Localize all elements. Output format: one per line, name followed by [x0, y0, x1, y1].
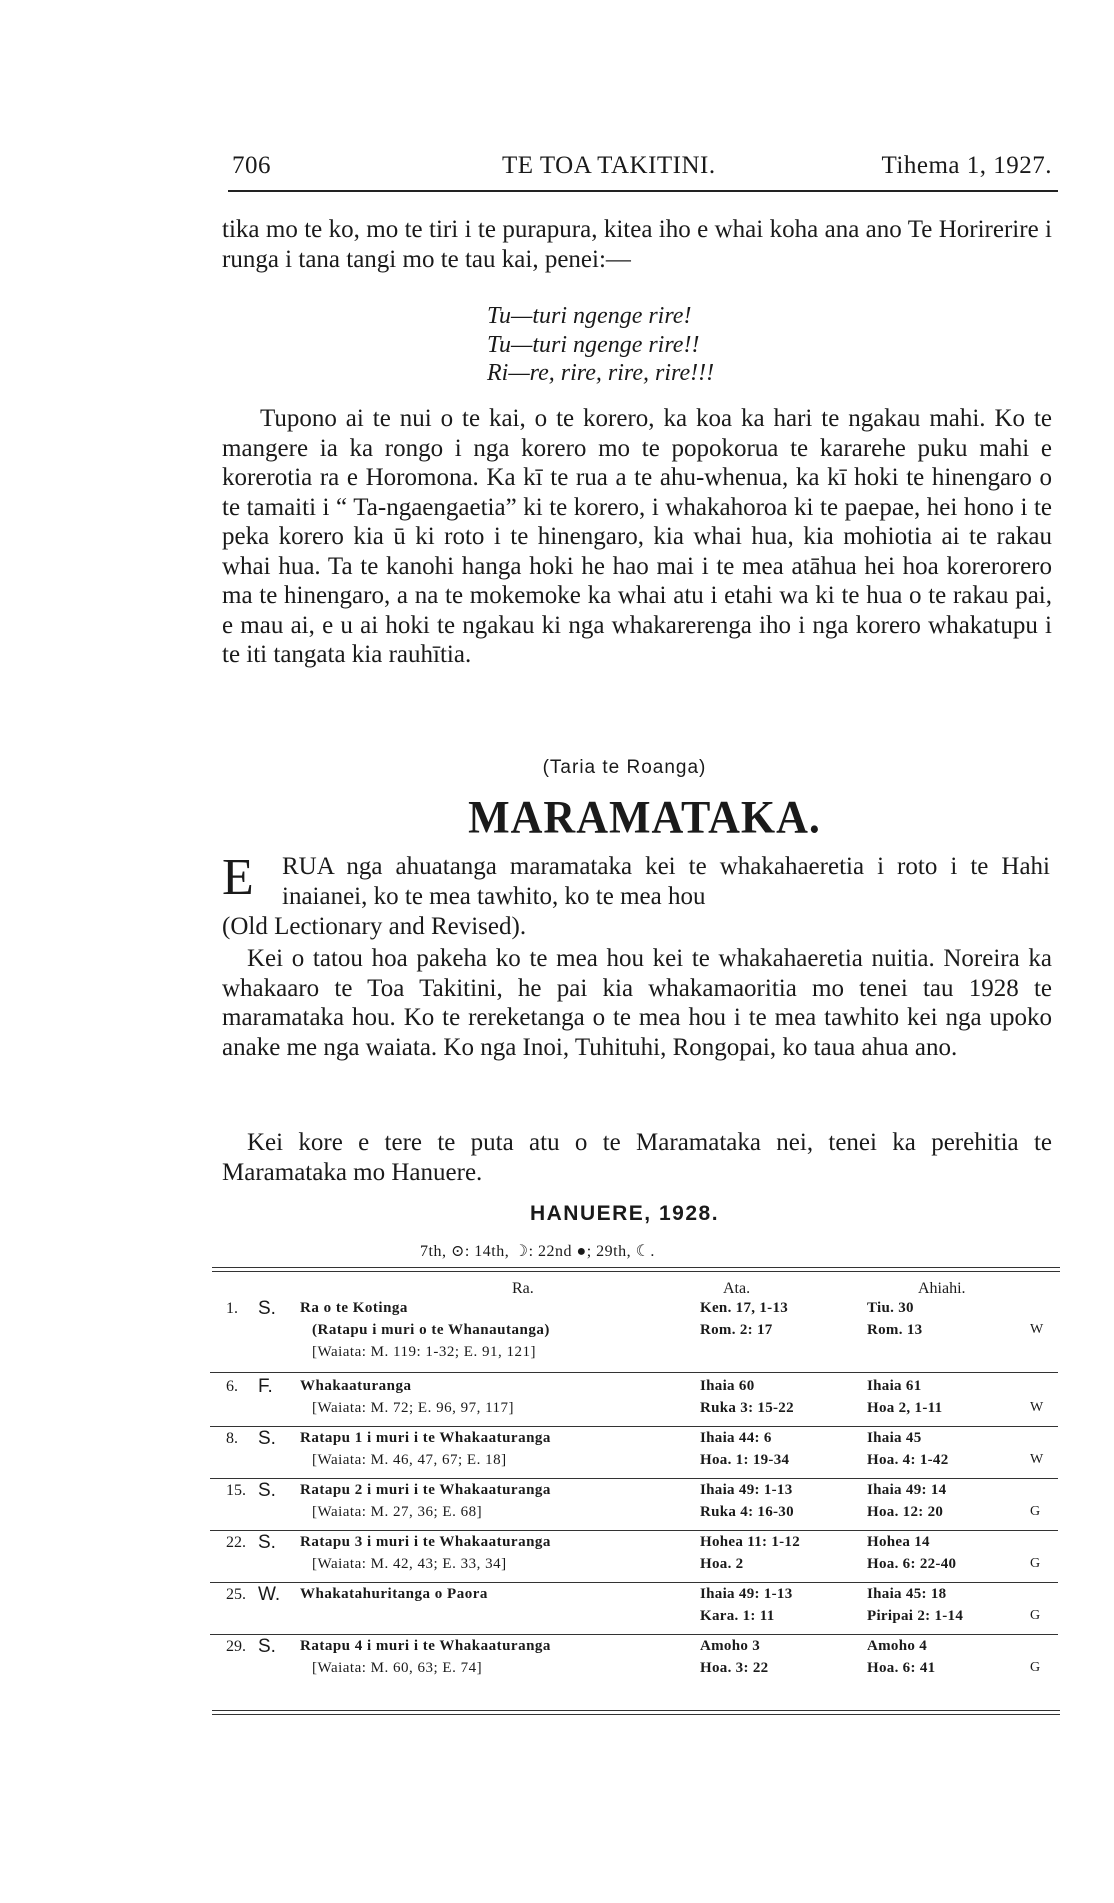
row-morning-2: Ruka 4: 16-30	[700, 1504, 794, 1520]
row-morning-1: Amoho 3	[700, 1638, 761, 1654]
row-rule	[210, 1426, 1058, 1427]
running-head	[232, 152, 1052, 188]
calendar-rule-bottom	[212, 1710, 1060, 1711]
calendar-rule-top	[212, 1267, 1060, 1268]
row-colour: W	[1030, 1400, 1044, 1415]
row-colour: G	[1030, 1556, 1041, 1571]
row-evening-1: Amoho 4	[867, 1638, 928, 1654]
row-day: 1.	[226, 1300, 238, 1317]
row-hymns: [Waiata: M. 27, 36; E. 68]	[312, 1504, 483, 1520]
paragraph-notice: Kei kore e tere te puta atu o te Maramataka nei, tenei ka perehitia te Maramataka mo Hanuere.	[222, 1129, 1052, 1186]
calendar-title: HANUERE, 1928.	[529, 1202, 720, 1225]
verse-line: Tu—turi ngenge rire!!	[487, 331, 700, 358]
row-evening-2: Hoa. 6: 41	[867, 1660, 936, 1676]
row-morning-1: Ihaia 44: 6	[700, 1430, 772, 1446]
row-day: 22.	[226, 1534, 246, 1551]
row-colour: G	[1030, 1504, 1041, 1519]
column-header-ata: Ata.	[723, 1280, 751, 1297]
row-weekday: S.	[258, 1532, 276, 1553]
verse-line: Tu—turi ngenge rire!	[487, 303, 692, 329]
row-colour: G	[1030, 1608, 1041, 1623]
row-colour: W	[1030, 1452, 1044, 1467]
row-morning-2: Kara. 1: 11	[700, 1608, 775, 1624]
row-rule	[210, 1582, 1058, 1583]
row-evening-2: Hoa. 12: 20	[867, 1504, 944, 1520]
paragraph-explanation: Kei o tatou hoa pakeha ko te mea hou kei te whakahaeretia nuitia. Noreira ka whakaaro te Toa Takitini, he pai kia whakamaoritia mo tenei tau 1928 te maramataka hou. Ko te rereketanga o te mea hou i te mea tawhito kei nga upoko anake me nga waiata. Ko nga Inoi, Tuhituhi, Rongopai, ko taua ahua ano.	[222, 945, 1052, 1061]
row-morning-2: Hoa. 2	[700, 1556, 744, 1572]
row-day: 6.	[226, 1378, 238, 1395]
row-evening-2: Rom. 13	[867, 1322, 923, 1338]
calendar-rule-bottom-2	[212, 1714, 1060, 1715]
row-evening-2: Piripai 2: 1-14	[867, 1608, 964, 1624]
row-morning-2: Hoa. 1: 19-34	[700, 1452, 790, 1468]
row-day: 8.	[226, 1430, 238, 1447]
continued-note: (Taria te Roanga)	[542, 757, 707, 778]
verse-line: Ri—re, rire, rire, rire!!!	[487, 360, 715, 386]
page-number: 706	[232, 152, 271, 179]
publication-title: TE TOA TAKITINI.	[502, 152, 716, 179]
row-rule	[210, 1530, 1058, 1531]
row-hymns: [Waiata: M. 42, 43; E. 33, 34]	[312, 1556, 507, 1572]
calendar-rule-top-2	[212, 1271, 1060, 1272]
row-evening-2: Hoa 2, 1-11	[867, 1400, 943, 1416]
row-evening-1: Tiu. 30	[867, 1300, 914, 1316]
header-rule	[228, 190, 1058, 192]
column-header-ahiahi: Ahiahi.	[918, 1280, 966, 1297]
paragraph-lead: RUA nga ahuatanga maramataka kei te whakahaeretia i roto i te Hahi inaianei, ko te mea tawhito, ko te mea hou	[282, 853, 1050, 910]
row-morning-1: Hohea 11: 1-12	[700, 1534, 801, 1550]
column-header-ra: Ra.	[512, 1280, 534, 1297]
row-rule	[210, 1478, 1058, 1479]
row-hymns: [Waiata: M. 119: 1-32; E. 91, 121]	[312, 1344, 536, 1360]
row-weekday: S.	[258, 1480, 276, 1501]
issue-date: Tihema 1, 1927.	[881, 152, 1052, 179]
row-observance: Whakaaturanga	[300, 1378, 412, 1394]
row-hymns: [Waiata: M. 46, 47, 67; E. 18]	[312, 1452, 507, 1468]
row-day: 15.	[226, 1482, 246, 1499]
row-weekday: S.	[258, 1298, 276, 1319]
row-weekday: W.	[258, 1584, 281, 1605]
row-morning-2: Hoa. 3: 22	[700, 1660, 769, 1676]
row-evening-1: Ihaia 49: 14	[867, 1482, 947, 1498]
row-morning-1: Ihaia 60	[700, 1378, 755, 1394]
row-hymns: [Waiata: M. 72; E. 96, 97, 117]	[312, 1400, 515, 1416]
row-rule	[210, 1372, 1058, 1373]
row-hymns: [Waiata: M. 60, 63; E. 74]	[312, 1660, 483, 1676]
paragraph-body: Tupono ai te nui o te kai, o te korero, ka koa ka hari te ngakau mahi. Ko te mangere ia ka rongo i nga korero mo te popokorua te kararehe puku mahi e korerotia ra e Horomona. Ka kī te rua a te ahu-whenua, ka kī hoki te hinengaro o te tamaiti i “ Ta-ngaengaetia” ki te korero, i whakahoroa ki te paepae, hei hono i te peka korero kia ū ki roto i te hinengaro, kia whai hua, kia mohiotia ai te rakau whai hua. Ta te kanohi hanga hoki he hao mai i te mea atāhua hei hoa korerorero ma te hinengaro, a na te mokemoke ka whai atu i etahi wa ki te hua o te rakau pai, e mau ai, e u ai hoki te ngakau ki nga whakarerenga iho i nga korero whakatupu i te iti tangata kia rauhītia.	[222, 405, 1052, 668]
row-morning-1: Ihaia 49: 1-13	[700, 1482, 793, 1498]
row-morning-1: Ken. 17, 1-13	[700, 1300, 789, 1316]
verse	[487, 302, 714, 388]
row-evening-1: Ihaia 61	[867, 1378, 922, 1394]
moon-phases: 7th, ⊙: 14th, ☽: 22nd ●; 29th, ☾.	[420, 1243, 655, 1260]
section-heading: MARAMATAKA.	[468, 791, 821, 844]
row-weekday: S.	[258, 1428, 276, 1449]
row-observance: Ratapu 3 i muri i te Whakaaturanga	[300, 1534, 551, 1550]
row-morning-2: Ruka 3: 15-22	[700, 1400, 794, 1416]
row-observance: Whakatahuritanga o Paora	[300, 1586, 488, 1602]
row-rule	[210, 1634, 1058, 1635]
row-day: 25.	[226, 1586, 246, 1603]
row-morning-2: Rom. 2: 17	[700, 1322, 773, 1338]
row-evening-1: Ihaia 45: 18	[867, 1586, 947, 1602]
paragraph-intro: tika mo te ko, mo te tiri i te purapura, kitea iho e whai koha ana ano Te Horirerire i runga i tana tangi mo te tau kai, penei:—	[222, 216, 1052, 273]
row-weekday: F.	[258, 1376, 273, 1397]
row-weekday: S.	[258, 1636, 276, 1657]
row-evening-2: Hoa. 4: 1-42	[867, 1452, 949, 1468]
row-evening-1: Ihaia 45	[867, 1430, 922, 1446]
row-observance: Ratapu 4 i muri i te Whakaaturanga	[300, 1638, 551, 1654]
row-colour: G	[1030, 1660, 1041, 1675]
row-observance: Ratapu 2 i muri i te Whakaaturanga	[300, 1482, 551, 1498]
drop-cap: E	[222, 849, 254, 906]
row-evening-1: Hohea 14	[867, 1534, 930, 1550]
row-day: 29.	[226, 1638, 246, 1655]
row-observance-note: (Ratapu i muri o te Whanautanga)	[312, 1322, 550, 1338]
paragraph-lead-end: (Old Lectionary and Revised).	[222, 913, 527, 940]
row-colour: W	[1030, 1322, 1044, 1337]
row-morning-1: Ihaia 49: 1-13	[700, 1586, 793, 1602]
row-observance: Ratapu 1 i muri i te Whakaaturanga	[300, 1430, 551, 1446]
row-evening-2: Hoa. 6: 22-40	[867, 1556, 957, 1572]
row-observance: Ra o te Kotinga	[300, 1300, 408, 1316]
